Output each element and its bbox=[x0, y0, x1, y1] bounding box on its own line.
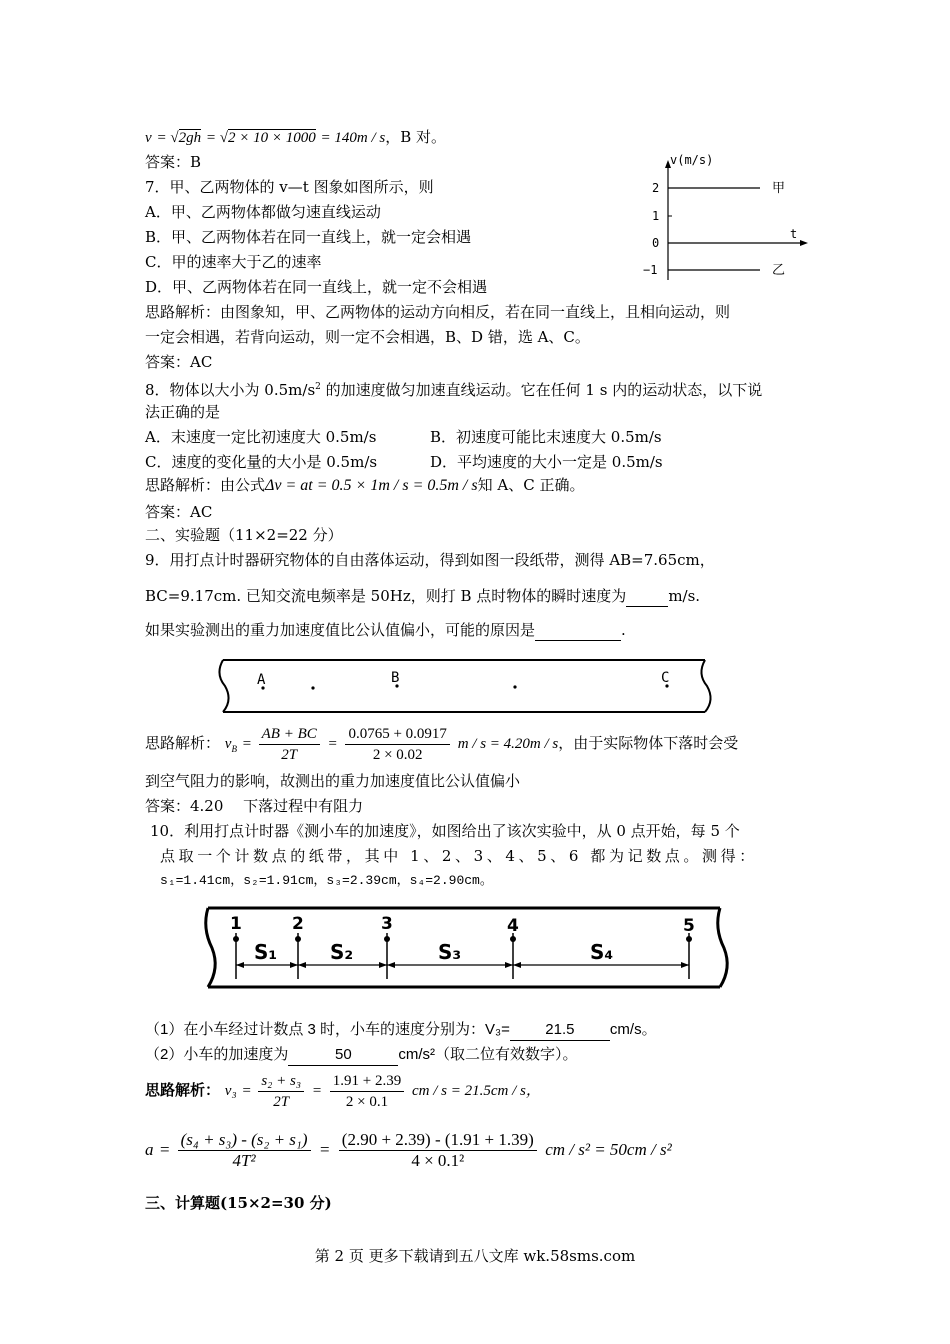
q7-option-a: A．甲、乙两物体都做匀速直线运动 bbox=[145, 203, 381, 221]
q10-sub-2 bbox=[145, 1045, 578, 1066]
q10-line-2: 点取一个计数点的纸带，其中 1、2、3、4、5、6 都为记数点。测得： bbox=[160, 847, 758, 865]
q8-stem-1a: 8．物体以大小为 0.5m/s bbox=[145, 381, 316, 399]
q10-a-result: cm / s² = 50cm / s² bbox=[545, 1140, 672, 1159]
q10-seg-s1: S₁ bbox=[254, 940, 278, 964]
q10-point-2: 2 bbox=[292, 914, 304, 934]
q10-paper-tape bbox=[200, 903, 735, 993]
intro-formula-root2: 2 × 10 × 1000 bbox=[227, 130, 316, 146]
q10-analysis-label: 思路解析： bbox=[145, 1081, 221, 1099]
intro-formula-lhs: v bbox=[145, 130, 152, 146]
q9-f-lhs: v bbox=[224, 736, 232, 752]
q10-a-frac-1: $\frac{\text{(s₄ + s₃) - (s₂ + s₁)}}{\text{4T²}}$ bbox=[178, 1130, 311, 1171]
q10-line-1: 10．利用打点计时器《测小车的加速度》，如图给出了该次实验中，从 0 点开始，每 5 个 bbox=[150, 822, 740, 840]
q10-sub1-b: cm/s。 bbox=[609, 1021, 657, 1038]
q9-label-c: C bbox=[661, 670, 670, 686]
q10-sub1-a: （1）在小车经过计数点 3 时，小车的速度分别为：V₃= bbox=[145, 1021, 510, 1038]
intro-formula-root1: 2gh bbox=[178, 130, 202, 146]
vt-x-arrow bbox=[800, 240, 808, 246]
q10-line-3: s₁=1.41cm，s₂=1.91cm，s₃=2.39cm，s₄=2.90cm。 bbox=[160, 873, 493, 888]
q10-v3-result: cm / s = 21.5cm / s， bbox=[412, 1083, 541, 1099]
vt-label-jia: 甲 bbox=[772, 181, 786, 196]
q7-answer: 答案：AC bbox=[145, 353, 213, 371]
q7-analysis-1: 思路解析：由图象知，甲、乙两物体的运动方向相反，若在同一直线上，且相向运动，则 bbox=[145, 303, 731, 321]
vt-ytick-0: 0 bbox=[652, 236, 660, 250]
q10-analysis-a: a = $\frac{\text{(s₄ + s₃) - (s₂ + s₁)}}{\text{4T²}}$ = $\frac{(2.90 + 2.39) - (1.91 + 1.39)}{\text{4 × 0.1²}}$ cm / s² = 50cm / s² bbox=[145, 1130, 672, 1170]
q9-analysis-2: 到空气阻力的影响，故测出的重力加速度值比公认值偏小 bbox=[145, 772, 521, 790]
q9-line-3 bbox=[145, 620, 626, 641]
vt-ytick-1: 1 bbox=[652, 209, 660, 223]
q10-sub2-value[interactable]: 50 bbox=[288, 1045, 398, 1066]
intro-formula-line: v = √2gh = √2 × 10 × 1000 = 140m / s，B 对。 bbox=[145, 128, 446, 146]
q10-v3-frac-2: $\frac{1.91 + 2.39}{2 \times 0.1}$ bbox=[330, 1071, 404, 1112]
q9-analysis-prefix: 思路解析： bbox=[145, 734, 221, 752]
q8-option-b: B．初速度可能比末速度大 0.5m/s bbox=[430, 428, 662, 446]
q9-paper-tape bbox=[215, 656, 720, 716]
q10-seg-s2: S₂ bbox=[330, 940, 354, 964]
q9-line-2a: BC=9.17cm. 已知交流电频率是 50Hz，则打 B 点时物体的瞬时速度为 bbox=[145, 587, 627, 605]
q10-v3-frac-1: $\frac{\text{s₂ + s₃}}{2T}$ bbox=[258, 1071, 304, 1112]
q8-stem-1 bbox=[145, 377, 762, 400]
q10-point-5: 5 bbox=[683, 916, 695, 936]
q7-option-c: C．甲的速率大于乙的速率 bbox=[145, 253, 322, 271]
q9-blank-1[interactable] bbox=[626, 586, 668, 607]
q9-dot-1 bbox=[311, 686, 314, 689]
q9-line-3b: . bbox=[621, 621, 626, 639]
q8-option-d: D．平均速度的大小一定是 0.5m/s bbox=[430, 453, 663, 471]
q8-stem-2: 法正确的是 bbox=[145, 403, 221, 421]
q10-a-lhs: a bbox=[145, 1140, 154, 1159]
q10-v3-lhs: v₃ bbox=[224, 1083, 237, 1099]
q9-answer: 答案：4.20 下落过程中有阻力 bbox=[145, 797, 364, 815]
q10-a-frac-2: $\frac{(2.90 + 2.39) - (1.91 + 1.39)}{\text{4 × 0.1²}}$ bbox=[339, 1130, 537, 1171]
q8-answer: 答案：AC bbox=[145, 503, 213, 521]
q8-analysis bbox=[145, 475, 584, 496]
q10-seg-s3: S₃ bbox=[438, 940, 462, 964]
q10-point-3: 3 bbox=[381, 914, 393, 934]
vt-graph bbox=[640, 150, 815, 290]
q9-label-b: B bbox=[391, 670, 400, 686]
q8-analysis-suffix: 知 A、C 正确。 bbox=[477, 476, 585, 494]
vt-ytick-neg1: −1 bbox=[643, 263, 658, 277]
vt-label-yi: 乙 bbox=[772, 263, 786, 278]
q8-stem-1b: 的加速度做匀加速直线运动。它在任何 1 s 内的运动状态，以下说 bbox=[320, 381, 763, 399]
q8-option-a: A．末速度一定比初速度大 0.5m/s bbox=[145, 428, 377, 446]
q9-analysis-tail: ，由于实际物体下落时会受 bbox=[558, 734, 739, 752]
q8-option-c: C．速度的变化量的大小是 0.5m/s bbox=[145, 453, 378, 471]
intro-formula-tail: ，B 对。 bbox=[385, 128, 446, 146]
q9-frac-1: $\frac{AB + BC}{2T}$ bbox=[259, 724, 320, 765]
q9-line-1: 9．用打点计时器研究物体的自由落体运动，得到如图一段纸带，测得 AB=7.65cm， bbox=[145, 551, 715, 569]
section-3-heading: 三、计算题(15×2=30 分) bbox=[145, 1194, 332, 1212]
q9-frac-2: $\frac{0.0765 + 0.0917}{2 \times 0.02}$ bbox=[345, 724, 449, 765]
q9-line-2b: m/s. bbox=[668, 587, 701, 605]
q9-f-result: m / s = 4.20m / s bbox=[457, 736, 559, 752]
intro-formula-result: = 140m / s bbox=[320, 130, 386, 146]
q7-analysis-2: 一定会相遇，若背向运动，则一定不会相遇，B、D 错，选 A、C。 bbox=[145, 328, 590, 346]
q8-stem-sup: 2 bbox=[315, 382, 321, 392]
q10-seg-s4: S₄ bbox=[590, 940, 614, 964]
q9-dot-2 bbox=[513, 685, 516, 688]
q10-point-4: 4 bbox=[507, 916, 519, 936]
q10-point-1: 1 bbox=[230, 914, 242, 934]
q9-blank-2[interactable] bbox=[535, 620, 621, 641]
q10-sub2-b: cm/s²（取二位有效数字）。 bbox=[398, 1046, 578, 1063]
page-footer: 第 2 页 更多下载请到五八文库 wk.58sms.com bbox=[314, 1247, 636, 1265]
q9-label-a: A bbox=[257, 672, 266, 688]
q9-line-3a: 如果实验测出的重力加速度值比公认值偏小，可能的原因是 bbox=[145, 621, 536, 639]
q9-line-2 bbox=[145, 586, 700, 607]
q9-f-lhs-sub: B bbox=[231, 744, 237, 754]
q7-option-d: D．甲、乙两物体若在同一直线上，就一定不会相遇 bbox=[145, 278, 488, 296]
q10-sub-1 bbox=[145, 1020, 657, 1041]
q8-analysis-prefix: 思路解析：由公式 bbox=[145, 476, 266, 494]
vt-xlabel: t bbox=[790, 227, 798, 241]
section-2-heading: 二、实验题（11×2=22 分） bbox=[145, 526, 343, 544]
q10-sub2-a: （2）小车的加速度为 bbox=[145, 1046, 289, 1063]
vt-ytick-2: 2 bbox=[652, 181, 660, 195]
q10-analysis-v3: 思路解析： v₃ = $\frac{\text{s₂ + s₃}}{2T}$ = $\frac{1.91 + 2.39}{2 \times 0.1}$ cm / s = 21.5cm / s， bbox=[145, 1072, 541, 1110]
q6-answer: 答案：B bbox=[145, 153, 202, 171]
vt-ylabel: v(m/s) bbox=[670, 153, 714, 167]
q8-analysis-formula: Δv = at = 0.5 × 1m / s = 0.5m / s bbox=[265, 477, 478, 494]
q9-analysis: 思路解析： $v_B$ = $\frac{AB + BC}{2T}$ = $\frac{0.0765 + 0.0917}{2 \times 0.02}$ m / s = 4.20m / s，由于实际物体下落时会受 bbox=[145, 725, 739, 763]
q7-option-b: B．甲、乙两物体若在同一直线上，就一定会相遇 bbox=[145, 228, 472, 246]
q10-sub1-value[interactable]: 21.5 bbox=[510, 1020, 610, 1041]
q7-stem: 7．甲、乙两物体的 v—t 图象如图所示，则 bbox=[145, 178, 434, 196]
